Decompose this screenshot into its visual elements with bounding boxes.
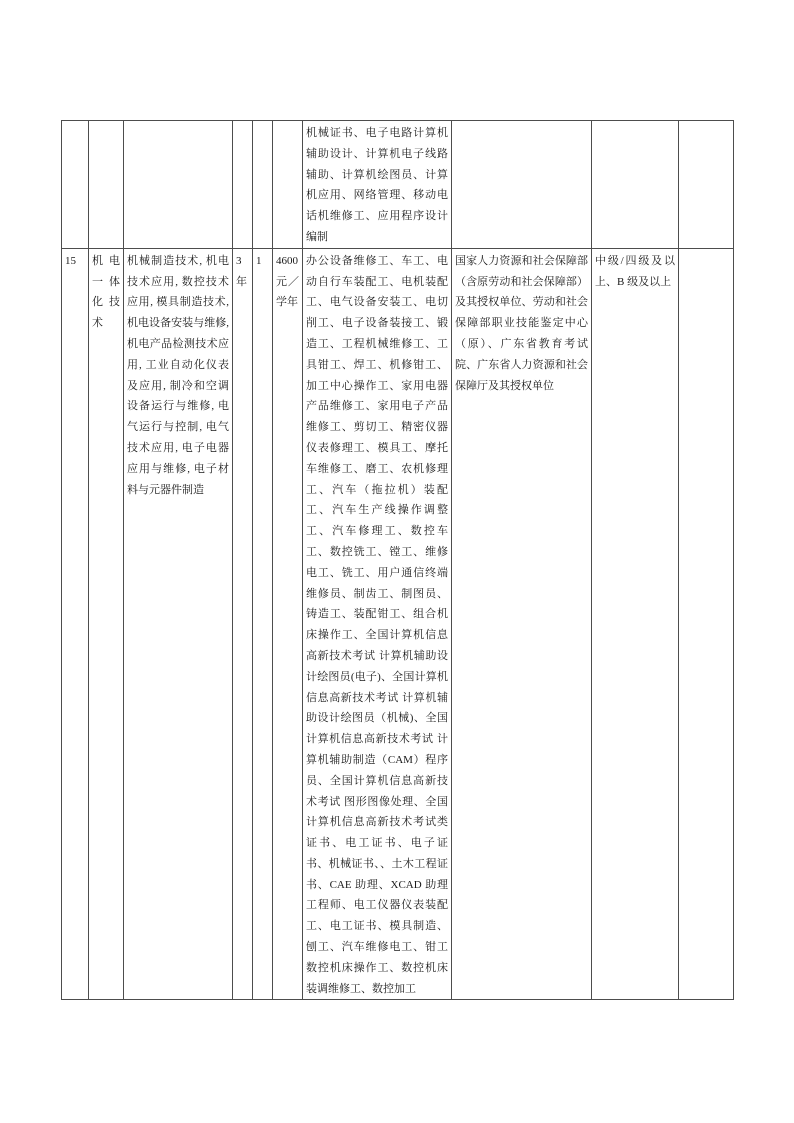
table-row-15	[62, 248, 734, 1000]
certificates-jobs-cell: 办公设备维修工、车工、电动自行车装配工、电机装配工、电气设备安装工、电切削工、电子设备装接工、锻造工、工程机械维修工、工具钳工、焊工、机修钳工、加工中心操作工、家用电器产品维修工、家用电子产品维修工、剪切工、精密仪器仪表修理工、模具工、摩托车维修工、磨工、农机修理工、汽车（拖拉机）装配工、汽车生产线操作调整工、汽车修理工、数控车工、数控铣工、镗工、维修电工、铣工、用户通信终端维修员、制齿工、制图员、铸造工、装配钳工、组合机床操作工、全国计算机信息高新技术考试 计算机辅助设计绘图员(电子)、全国计算机信息高新技术考试 计算机辅助设计绘图员（机械)、全国计算机信息高新技术考试 计算机辅助制造（CAM）程序员、全国计算机信息高新技术考试 图形图像处理、全国计算机信息高新技术考试类证书、电工证书、电子证书、机械证书、、土木工程证书、CAE 助理、XCAD 助理工程师、电工仪器仪表装配工、电工证书、模具制造、刨工、汽车维修电工、钳工数控机床操作工、数控机床装调维修工、数控加工	[303, 248, 452, 1000]
cont-issuing-authority-cell	[452, 121, 592, 249]
cont-seq-cell	[62, 121, 89, 249]
cont-count-cell	[253, 121, 273, 249]
cont-tuition-cell	[273, 121, 303, 249]
major-name-cell: 机电一体化技术	[89, 248, 124, 1000]
level-requirement-cell: 中级/四级及以上、B 级及以上	[592, 248, 679, 1000]
cont-certificates-jobs-cell: 机械证书、电子电路计算机辅助设计、计算机电子线路辅助、计算机绘图员、计算机应用、网络管理、移动电话机维修工、应用程序设计编制	[303, 121, 452, 249]
cont-major-name-cell	[89, 121, 124, 249]
remark-cell	[679, 248, 734, 1000]
duration-cell: 3年	[233, 248, 253, 1000]
seq-cell: 15	[62, 248, 89, 1000]
count-cell: 1	[253, 248, 273, 1000]
issuing-authority-cell: 国家人力资源和社会保障部（含原劳动和社会保障部）及其授权单位、劳动和社会保障部职业技能鉴定中心（原）、广东省教育考试院、广东省人力资源和社会保障厅及其授权单位	[452, 248, 592, 1000]
table-row-continuation	[62, 121, 734, 249]
cont-duration-cell	[233, 121, 253, 249]
tuition-cell: 4600 元／学年	[273, 248, 303, 1000]
cont-major-directions-cell	[124, 121, 233, 249]
major-directions-cell: 机械制造技术, 机电技术应用, 数控技术应用, 模具制造技术, 机电设备安装与维修, 机电产品检测技术应用, 工业自动化仪表及应用, 制冷和空调设备运行与维修, 电气运行与控制, 电气技术应用, 电子电器应用与维修, 电子材料与元器件制造	[124, 248, 233, 1000]
cont-level-requirement-cell	[592, 121, 679, 249]
cont-remark-cell	[679, 121, 734, 249]
majors-certificates-table	[61, 120, 734, 1000]
